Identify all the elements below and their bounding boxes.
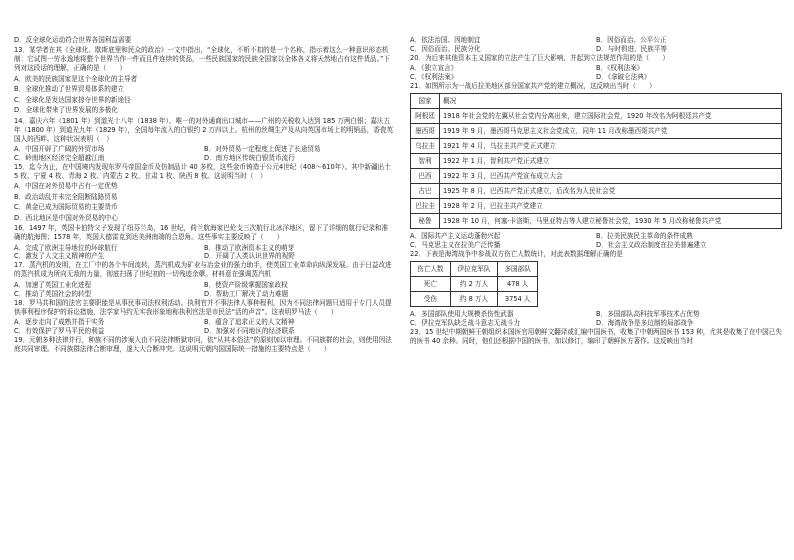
q14-options-cd <box>14 154 394 163</box>
q19-options-ab <box>410 36 782 45</box>
table-cell: 1928 年 2 月，巴拉圭共产党建立 <box>440 199 782 214</box>
q22-option-b: B．多国部队高科技军事技术占优势 <box>596 310 700 319</box>
table-header-cell: 伊拉克军队 <box>450 262 498 277</box>
q15-option-a: A．中国在对外贸易中占有一定优势 <box>14 182 118 191</box>
q17-options-cd <box>14 290 394 299</box>
table-cell: 受伤 <box>411 292 451 307</box>
q21-option-c: C．马克思主义在拉美广泛传播 <box>410 241 501 250</box>
q13-option-c: C．全球化是发达国家掠夺世界的新途径 <box>14 95 131 104</box>
table-cell: 1922 年 1 月，智利共产党正式建立 <box>440 154 782 169</box>
table-cell: 巴西 <box>411 169 440 184</box>
q20-options-ab <box>410 64 782 73</box>
q18-option-b: B．蕴含了追求正义的人文精神 <box>204 318 295 327</box>
table-cell: 乌拉圭 <box>411 139 440 154</box>
q14-option-c: C．岭南地区经济完全超越江南 <box>14 153 105 162</box>
q13-option-a: A．欧美的民族国家是这个全球化的主导者 <box>14 74 138 83</box>
question-19: 19．元朝多种法律并行，种族不同的涉案人由不同法律断狱审问，依“从其本俗法”的原则加以审理。不同族群的社会，则使用因法庭共同审理。不同族群法律合断审理，遂大大合断冲突。这说明元朝内国国际统一措施的主要特点是（ ） <box>14 336 392 353</box>
table-cell: 1921 年 4 月，乌拉圭共产党正式建立 <box>440 139 782 154</box>
q15-option-b: B．政治动乱并未完全阻断陆路贸易 <box>14 192 118 201</box>
q14-option-d: D．南方地区传统白银货币流行 <box>204 153 295 162</box>
table-cell: 1918 年社会党的左翼从社会党内分离出来，建立国际社会党，1920 年改名为阿根廷共产党 <box>440 109 782 124</box>
table-header-row <box>411 94 782 109</box>
q20-option-c: C．《权利法案》 <box>410 73 458 82</box>
table-row <box>411 154 782 169</box>
question-21: 21．如图所示为一战后拉美地区部分国家共产党的建立概况，这反映出当时（ ） <box>410 82 656 91</box>
q21-option-b: B．拉美民族民主革命的条件成熟 <box>596 232 693 241</box>
q18-option-c: C．有效保护了罗马平民的利益 <box>14 327 105 336</box>
table-cell: 古巴 <box>411 184 440 199</box>
table-cell: 1919 年 9 月，墨西哥马克思主义社会党成立，同年 11 月改称墨西哥共产党 <box>440 124 782 139</box>
table-row <box>411 109 782 124</box>
q21-options-cd <box>410 241 782 250</box>
question-13: 13．某学者在其《全球化、歇斯底里和民众的政治》一文中指出，“全球化，不析不扣的是一个名称，指示着这么一种意识形态机制：它试图一劳永逸地将整个世界当作一件而且件连续的货品，一些民族国家的民族全国家以全体各义将天然地占有这件货品。”下列对这段话的理解，正确的是（ ） <box>14 46 390 73</box>
table-cell: 智利 <box>411 154 440 169</box>
table-cell: 墨西哥 <box>411 124 440 139</box>
q15-option-d: D．西北地区是中国对外贸易的中心 <box>14 213 118 222</box>
table-header-row <box>411 262 538 277</box>
q21-option-a: A．国际共产主义运动蓬勃兴起 <box>410 232 501 241</box>
question-20: 20．为后来其他资本主义国家的立法产生了巨大影响，并起到立法规范作用的是（ ） <box>410 53 669 62</box>
table-cell: 1928 年 10 月，何塞·卡洛斯，马里亚特吉等人建立秘鲁社会党，1930 年 5 月改称秘鲁共产党 <box>440 214 782 229</box>
table-cell: 约 2 万人 <box>450 277 498 292</box>
table-row <box>411 169 782 184</box>
q17-option-c: C．推动了英国社会的转型 <box>14 289 92 298</box>
q18-option-a: A．逐步走向了成熟并指干实务 <box>14 318 105 327</box>
question-22: 22．下表是海湾战争中参战双方伤亡人数统计，对此表数据理解正确的是 <box>410 250 623 259</box>
table-row <box>411 214 782 229</box>
table-cell: 1922 年 3 月，巴西共产党宣布成立大会 <box>440 169 782 184</box>
q18-options-cd <box>14 327 394 336</box>
q20-option-a: A．《独立宣言》 <box>410 64 458 73</box>
table-cell: 约 8 万人 <box>450 292 498 307</box>
q22-option-c: C．伊拉克军队缺乏战斗意志无战斗力 <box>410 319 521 328</box>
q17-options-ab <box>14 281 394 290</box>
q20-option-b: B．《权利法案》 <box>596 64 644 73</box>
q22-options-ab <box>410 310 782 319</box>
q16-option-d: D．开阔了人类认识世界的视野 <box>204 252 295 261</box>
table-cell: 478 人 <box>498 277 538 292</box>
q14-option-a: A．中国开辟了广阔的外贸市场 <box>14 144 105 153</box>
q22-options-cd <box>410 319 782 328</box>
question-23: 23．15 世纪中期朝鲜王朝组织本国医官用朝鲜文翻译或汇编中国医书，收集了中朝两国医书 153 种，尤其是收集了在中国已失的医书 40 余种。同时，他们还根据中国的医书，加以修订，编印了朝鲜医方著作。这反映出当时 <box>410 327 782 345</box>
q20-options-cd <box>410 73 782 82</box>
table-row <box>411 184 782 199</box>
question-18: 18．罗马共和国的法官主要职能是从事民事司法权利活动。执利官并不事法律人事种程利，因为不同法律问题只适用于专门人员提供事利程序保护的诉讼措施，法学家马约无实我形象地称执利官法是市民法“活的声音”。这表明罗马法（ ） <box>14 298 392 316</box>
table-header-cell: 国家 <box>411 94 440 109</box>
q19-option-d: D．与时俱进、民族平等 <box>596 44 668 53</box>
table-cell: 秘鲁 <box>411 214 440 229</box>
table-header-cell: 多国部队 <box>498 262 538 277</box>
q13-option-b: B．全球化推动了世界贸易体系的建立 <box>14 85 125 94</box>
table-row <box>411 277 538 292</box>
q22-option-a: A．多国部队使用大规模杀伤性武器 <box>410 310 514 319</box>
casualty-table <box>410 261 538 307</box>
q16-option-c: C．激发了人文主义精神的产生 <box>14 252 105 261</box>
question-14: 14．嘉庆六年（1801 年）到道光十八年（1838 年），唯一的对外通商出口城市——广州的关税收入达到 185 万两白银；嘉庆五年（1800 年）到道光九年（1829 年），全国每年流入的白银约 2 万四以上。杭州的丝绸生产及从向英国市场上的明销品，香瓷英国人的西畔。这种状况表明（ ） <box>14 116 394 143</box>
q16-option-a: A．完成了欧洲主导地位的环球航行 <box>14 243 118 252</box>
q12-option-d: D．反全球化运动符合世界各国利益需要 <box>14 36 132 44</box>
left-column <box>14 36 394 355</box>
q17-option-d: D．帮助工厂解决了动力难题 <box>204 289 289 298</box>
table-row <box>411 292 538 307</box>
q21-options-ab <box>410 232 782 241</box>
q14-options-ab <box>14 145 394 154</box>
table-header-cell: 伤亡人数 <box>411 262 451 277</box>
q20-option-d: D．《拿破仑法典》 <box>596 73 651 82</box>
table-header-cell: 概况 <box>440 94 782 109</box>
q19-option-b: B．因俗而治、公平公正 <box>596 36 667 44</box>
table-row <box>411 199 782 214</box>
table-cell: 死亡 <box>411 277 451 292</box>
q17-option-b: B．使资产阶级掌握国家政权 <box>204 280 288 289</box>
table-row <box>411 124 782 139</box>
right-column <box>410 36 782 347</box>
table-cell: 巴拉圭 <box>411 199 440 214</box>
table-row <box>411 139 782 154</box>
q14-option-b: B．对外贸易一定程度上促进了长途贸易 <box>204 144 321 153</box>
q19-option-a: A．依法治国、因地制宜 <box>410 36 481 44</box>
table-cell: 3754 人 <box>498 292 538 307</box>
q19-options-cd <box>410 45 782 54</box>
q18-options-ab <box>14 318 394 327</box>
q21-option-d: D．社会主义政治制度在拉美普遍建立 <box>596 241 707 250</box>
question-16: 16．1497 年，英国卡伯特父子发现了纽芬兰岛，16 世纪，荷兰航海家巴伦支三次航行北冰洋地区，留下了详细的航行记录和准确的航海图；1578 年，英国人德雷克到达美洲南端的合恩角。这些事实主要反映了（ ） <box>14 224 389 242</box>
q19-option-c: C．因俗而治、民族分化 <box>410 44 481 53</box>
q22-option-d: D．海湾战争是多边制的局部战争 <box>596 319 694 328</box>
q17-option-a: A．加速了英国工业化进程 <box>14 280 92 289</box>
question-17: 17．蒸汽机的发明，在工厂中的各个车间流转，蒸汽机成为矿业与冶金业的强力助手，使英国工业革命向纵深发展。由于日益改进的蒸汽机成为所向无敌的力量，彻底扫荡了世纪初的一切残迹余孽。材料意在强调蒸汽机 <box>14 261 392 279</box>
q15-option-c: C．黄金已成为国际贸易的主要货币 <box>14 203 118 212</box>
q18-option-d: D．加强对不同地区的经济联系 <box>204 327 295 336</box>
party-founding-table <box>410 93 782 229</box>
q16-option-b: B．推动了欧洲资本主义的萌芽 <box>204 243 295 252</box>
table-cell: 阿根廷 <box>411 109 440 124</box>
question-15: 15．迄今为止，在中国境内发现东罗马帝国金币及仿制品计 40 多枚，这些金币铸造于公元4世纪（408～610年）。其中新疆出土 5 枚、宁夏 4 枚、青海 2 枚、内蒙古 2 枚、甘肃 1 枚、陕西 8 枚。这说明当时（ ） <box>14 162 391 180</box>
q13-option-d: D．全球化带来了世界发展的多极化 <box>14 106 118 115</box>
table-cell: 1925 年 8 月，巴西共产党正式建立，后改名为人民社会党 <box>440 184 782 199</box>
